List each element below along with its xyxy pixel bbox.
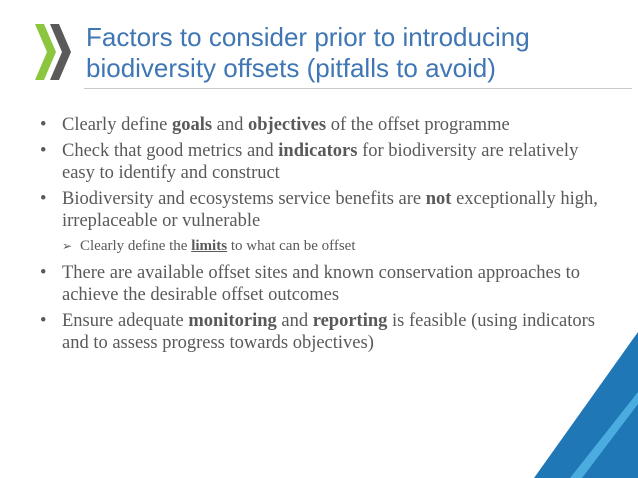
bold-not: not xyxy=(425,189,452,209)
bold-reporting: reporting xyxy=(312,311,388,331)
bullet-metrics-indicators: • Check that good metrics and indicators for biodiversity are relatively easy to identify and construct xyxy=(40,140,608,184)
logo-green-chevron xyxy=(35,24,56,80)
corner-blue-triangle xyxy=(534,332,638,478)
slide-title xyxy=(86,22,626,84)
bullet-goals-objectives: • Clearly define goals and objectives of the offset programme xyxy=(40,114,608,136)
title-divider xyxy=(84,88,632,89)
bold-objectives: objectives xyxy=(248,115,327,135)
underlined-limits: limits xyxy=(191,238,228,254)
bullet-benefits-not-high: • Biodiversity and ecosystems service benefits are not exceptionally high, irreplaceable or vulnerable xyxy=(40,188,608,232)
oecd-logo xyxy=(32,22,76,86)
bold-indicators: indicators xyxy=(278,141,358,161)
bold-goals: goals xyxy=(171,115,213,135)
sub-bullet-limits: ➢ Clearly define the limits to what can be offset xyxy=(62,236,608,256)
corner-decoration xyxy=(534,332,638,478)
bold-monitoring: monitoring xyxy=(188,311,277,331)
bullet-list xyxy=(40,114,608,358)
slide-title-line-1: Factors to consider prior to introducing xyxy=(86,22,530,52)
bullet-offset-sites: • There are available offset sites and known conservation approaches to achieve the desirable offset outcomes xyxy=(40,262,608,306)
slide-title-line-2: biodiversity offsets (pitfalls to avoid) xyxy=(86,53,496,83)
bullet-monitoring-reporting: • Ensure adequate monitoring and reporting is feasible (using indicators and to assess progress towards objectives) xyxy=(40,310,608,354)
